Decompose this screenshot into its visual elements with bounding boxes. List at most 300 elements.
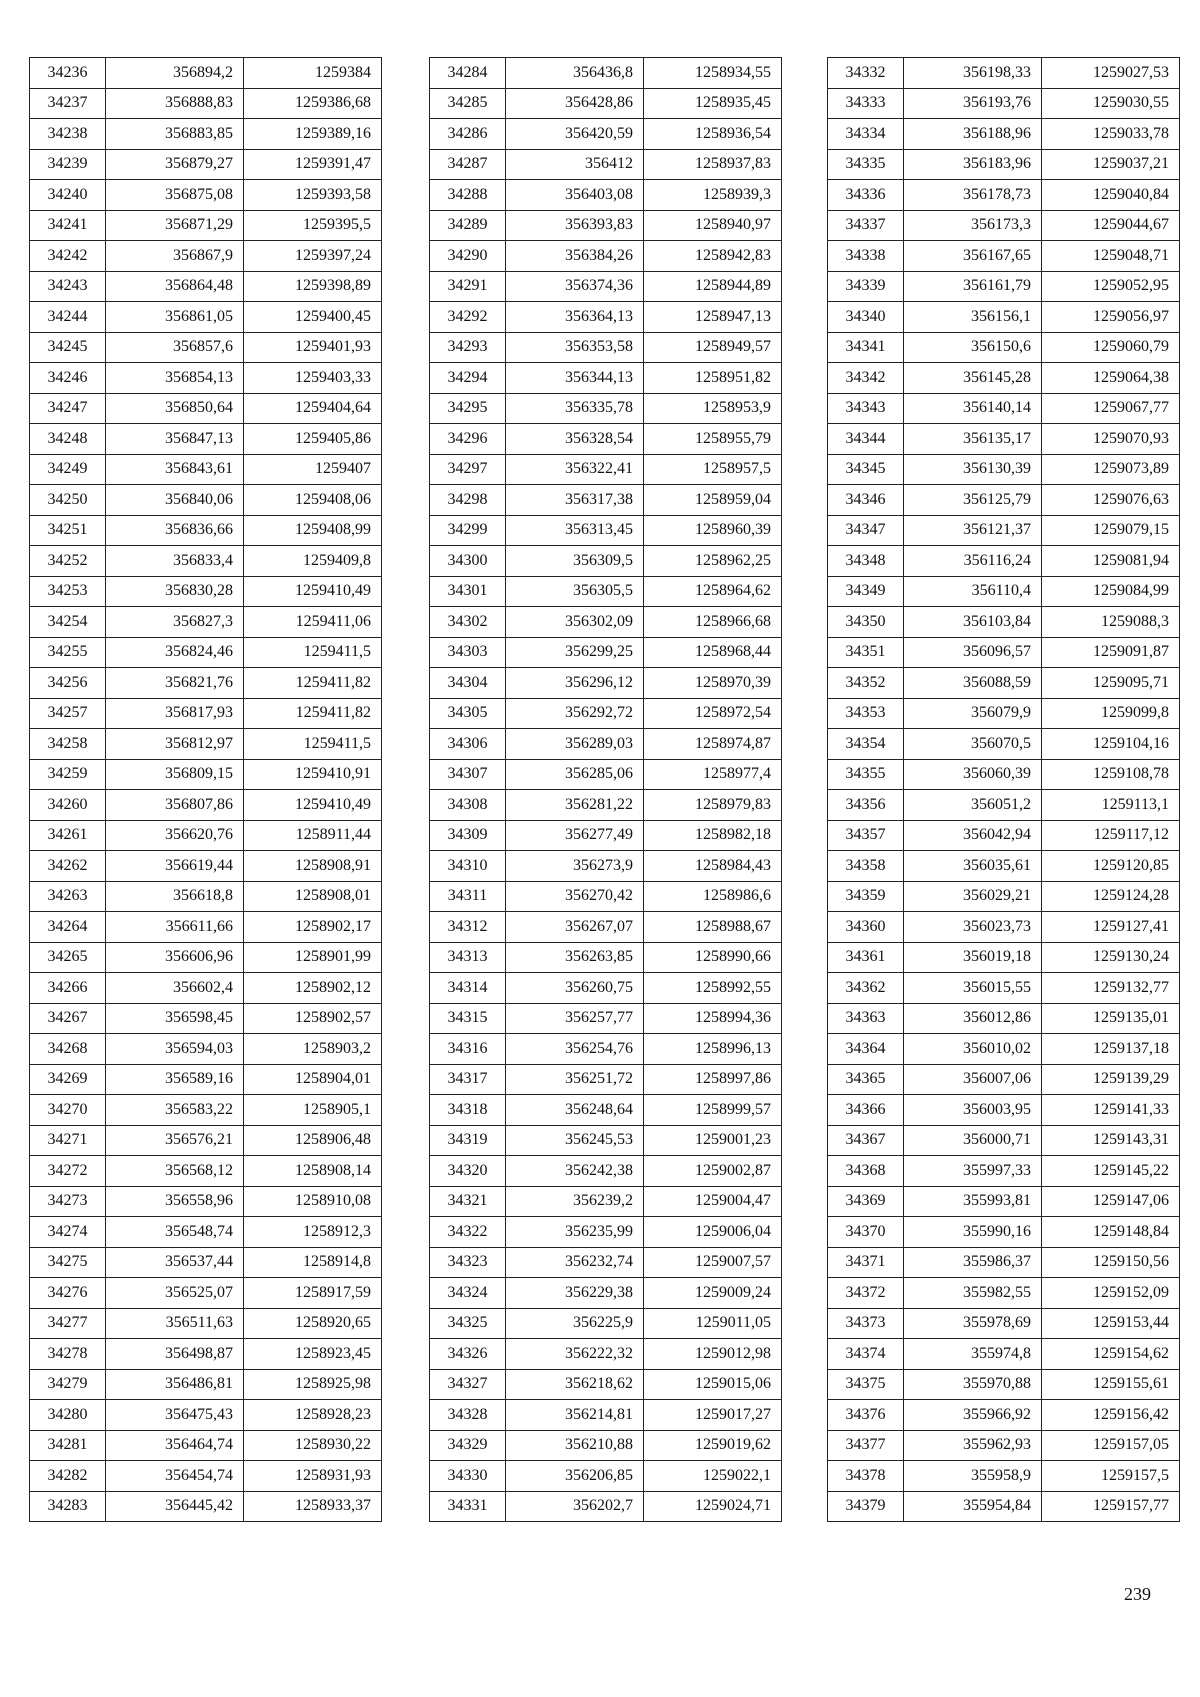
table-row <box>828 668 1180 699</box>
x-coordinate-cell: 356464,74 <box>106 1430 244 1461</box>
point-id-cell: 34269 <box>30 1064 106 1095</box>
y-coordinate-cell: 1259104,16 <box>1042 729 1180 760</box>
point-id-cell: 34377 <box>828 1430 904 1461</box>
y-coordinate-cell: 1259009,24 <box>644 1278 782 1309</box>
x-coordinate-cell: 356130,39 <box>904 454 1042 485</box>
point-id-cell: 34323 <box>430 1247 506 1278</box>
x-coordinate-cell: 356251,72 <box>506 1064 644 1095</box>
y-coordinate-cell: 1259044,67 <box>1042 210 1180 241</box>
table-row <box>430 1247 782 1278</box>
x-coordinate-cell: 356229,38 <box>506 1278 644 1309</box>
x-coordinate-cell: 356843,61 <box>106 454 244 485</box>
point-id-cell: 34298 <box>430 485 506 516</box>
y-coordinate-cell: 1258906,48 <box>244 1125 382 1156</box>
x-coordinate-cell: 356003,95 <box>904 1095 1042 1126</box>
table-row <box>828 576 1180 607</box>
y-coordinate-cell: 1259127,41 <box>1042 912 1180 943</box>
point-id-cell: 34240 <box>30 180 106 211</box>
x-coordinate-cell: 356833,4 <box>106 546 244 577</box>
table-row <box>30 668 382 699</box>
point-id-cell: 34361 <box>828 942 904 973</box>
y-coordinate-cell: 1259145,22 <box>1042 1156 1180 1187</box>
point-id-cell: 34299 <box>430 515 506 546</box>
x-coordinate-cell: 356088,59 <box>904 668 1042 699</box>
point-id-cell: 34284 <box>430 58 506 89</box>
y-coordinate-cell: 1259040,84 <box>1042 180 1180 211</box>
y-coordinate-cell: 1259404,64 <box>244 393 382 424</box>
y-coordinate-cell: 1259389,16 <box>244 119 382 150</box>
y-coordinate-cell: 1259007,57 <box>644 1247 782 1278</box>
table-row <box>430 180 782 211</box>
point-id-cell: 34262 <box>30 851 106 882</box>
table-row <box>30 1186 382 1217</box>
table-row <box>828 1400 1180 1431</box>
x-coordinate-cell: 356150,6 <box>904 332 1042 363</box>
y-coordinate-cell: 1258997,86 <box>644 1064 782 1095</box>
x-coordinate-cell: 356277,49 <box>506 820 644 851</box>
x-coordinate-cell: 356436,8 <box>506 58 644 89</box>
table-row <box>30 1156 382 1187</box>
point-id-cell: 34305 <box>430 698 506 729</box>
point-id-cell: 34307 <box>430 759 506 790</box>
table-row <box>828 1125 1180 1156</box>
point-id-cell: 34315 <box>430 1003 506 1034</box>
x-coordinate-cell: 356328,54 <box>506 424 644 455</box>
point-id-cell: 34304 <box>430 668 506 699</box>
x-coordinate-cell: 356289,03 <box>506 729 644 760</box>
table-row <box>430 88 782 119</box>
x-coordinate-cell: 356305,5 <box>506 576 644 607</box>
y-coordinate-cell: 1258912,3 <box>244 1217 382 1248</box>
x-coordinate-cell: 356193,76 <box>904 88 1042 119</box>
table-row <box>430 1003 782 1034</box>
x-coordinate-cell: 356606,96 <box>106 942 244 973</box>
y-coordinate-cell: 1258911,44 <box>244 820 382 851</box>
y-coordinate-cell: 1259393,58 <box>244 180 382 211</box>
y-coordinate-cell: 1258951,82 <box>644 363 782 394</box>
point-id-cell: 34372 <box>828 1278 904 1309</box>
table-row <box>430 1217 782 1248</box>
x-coordinate-cell: 356010,02 <box>904 1034 1042 1065</box>
y-coordinate-cell: 1259099,8 <box>1042 698 1180 729</box>
table-row <box>430 576 782 607</box>
point-id-cell: 34292 <box>430 302 506 333</box>
y-coordinate-cell: 1259398,89 <box>244 271 382 302</box>
y-coordinate-cell: 1258982,18 <box>644 820 782 851</box>
x-coordinate-cell: 356070,5 <box>904 729 1042 760</box>
point-id-cell: 34276 <box>30 1278 106 1309</box>
x-coordinate-cell: 356235,99 <box>506 1217 644 1248</box>
point-id-cell: 34244 <box>30 302 106 333</box>
point-id-cell: 34327 <box>430 1369 506 1400</box>
point-id-cell: 34237 <box>30 88 106 119</box>
table-row <box>30 58 382 89</box>
x-coordinate-cell: 356335,78 <box>506 393 644 424</box>
point-id-cell: 34296 <box>430 424 506 455</box>
y-coordinate-cell: 1258931,93 <box>244 1461 382 1492</box>
y-coordinate-cell: 1258955,79 <box>644 424 782 455</box>
point-id-cell: 34289 <box>430 210 506 241</box>
x-coordinate-cell: 356594,03 <box>106 1034 244 1065</box>
table-row <box>430 1339 782 1370</box>
point-id-cell: 34363 <box>828 1003 904 1034</box>
table-row <box>828 759 1180 790</box>
point-id-cell: 34285 <box>430 88 506 119</box>
point-id-cell: 34303 <box>430 637 506 668</box>
y-coordinate-cell: 1258959,04 <box>644 485 782 516</box>
point-id-cell: 34288 <box>430 180 506 211</box>
y-coordinate-cell: 1258937,83 <box>644 149 782 180</box>
table-row <box>30 1461 382 1492</box>
point-id-cell: 34313 <box>430 942 506 973</box>
point-id-cell: 34354 <box>828 729 904 760</box>
x-coordinate-cell: 356012,86 <box>904 1003 1042 1034</box>
table-row <box>430 1278 782 1309</box>
table-row <box>828 820 1180 851</box>
x-coordinate-cell: 356135,17 <box>904 424 1042 455</box>
point-id-cell: 34353 <box>828 698 904 729</box>
y-coordinate-cell: 1259064,38 <box>1042 363 1180 394</box>
table-row <box>30 88 382 119</box>
point-id-cell: 34267 <box>30 1003 106 1034</box>
y-coordinate-cell: 1259113,1 <box>1042 790 1180 821</box>
point-id-cell: 34376 <box>828 1400 904 1431</box>
point-id-cell: 34362 <box>828 973 904 1004</box>
x-coordinate-cell: 356145,28 <box>904 363 1042 394</box>
point-id-cell: 34325 <box>430 1308 506 1339</box>
y-coordinate-cell: 1259411,82 <box>244 668 382 699</box>
point-id-cell: 34275 <box>30 1247 106 1278</box>
y-coordinate-cell: 1258902,57 <box>244 1003 382 1034</box>
y-coordinate-cell: 1259076,63 <box>1042 485 1180 516</box>
point-id-cell: 34246 <box>30 363 106 394</box>
point-id-cell: 34302 <box>430 607 506 638</box>
point-id-cell: 34280 <box>30 1400 106 1431</box>
table-row <box>430 1430 782 1461</box>
table-row <box>430 485 782 516</box>
y-coordinate-cell: 1259143,31 <box>1042 1125 1180 1156</box>
point-id-cell: 34263 <box>30 881 106 912</box>
table-row <box>828 1308 1180 1339</box>
x-coordinate-cell: 356589,16 <box>106 1064 244 1095</box>
y-coordinate-cell: 1259157,5 <box>1042 1461 1180 1492</box>
y-coordinate-cell: 1259137,18 <box>1042 1034 1180 1065</box>
y-coordinate-cell: 1258970,39 <box>644 668 782 699</box>
point-id-cell: 34281 <box>30 1430 106 1461</box>
x-coordinate-cell: 356576,21 <box>106 1125 244 1156</box>
table-row <box>430 332 782 363</box>
x-coordinate-cell: 356225,9 <box>506 1308 644 1339</box>
point-id-cell: 34270 <box>30 1095 106 1126</box>
x-coordinate-cell: 356583,22 <box>106 1095 244 1126</box>
x-coordinate-cell: 356254,76 <box>506 1034 644 1065</box>
table-row <box>828 515 1180 546</box>
y-coordinate-cell: 1258910,08 <box>244 1186 382 1217</box>
y-coordinate-cell: 1258903,2 <box>244 1034 382 1065</box>
x-coordinate-cell: 356857,6 <box>106 332 244 363</box>
table-row <box>828 729 1180 760</box>
y-coordinate-cell: 1259070,93 <box>1042 424 1180 455</box>
coordinate-table-3 <box>827 57 1180 1522</box>
table-row <box>30 149 382 180</box>
table-row <box>430 149 782 180</box>
x-coordinate-cell: 356188,96 <box>904 119 1042 150</box>
table-row <box>30 393 382 424</box>
point-id-cell: 34260 <box>30 790 106 821</box>
y-coordinate-cell: 1258944,89 <box>644 271 782 302</box>
table-row <box>430 729 782 760</box>
y-coordinate-cell: 1259130,24 <box>1042 942 1180 973</box>
x-coordinate-cell: 356384,26 <box>506 241 644 272</box>
x-coordinate-cell: 356023,73 <box>904 912 1042 943</box>
x-coordinate-cell: 356875,08 <box>106 180 244 211</box>
table-row <box>430 1034 782 1065</box>
x-coordinate-cell: 356029,21 <box>904 881 1042 912</box>
point-id-cell: 34294 <box>430 363 506 394</box>
table-row <box>30 332 382 363</box>
table-row <box>430 1064 782 1095</box>
table-row <box>430 942 782 973</box>
table-row <box>30 607 382 638</box>
table-row <box>430 1400 782 1431</box>
x-coordinate-cell: 356403,08 <box>506 180 644 211</box>
table-row <box>30 1339 382 1370</box>
table-row <box>828 637 1180 668</box>
x-coordinate-cell: 356374,36 <box>506 271 644 302</box>
y-coordinate-cell: 1259410,49 <box>244 576 382 607</box>
x-coordinate-cell: 356821,76 <box>106 668 244 699</box>
y-coordinate-cell: 1259004,47 <box>644 1186 782 1217</box>
y-coordinate-cell: 1258933,37 <box>244 1491 382 1522</box>
table-row <box>30 881 382 912</box>
x-coordinate-cell: 356861,05 <box>106 302 244 333</box>
y-coordinate-cell: 1259022,1 <box>644 1461 782 1492</box>
table-row <box>828 1156 1180 1187</box>
point-id-cell: 34320 <box>430 1156 506 1187</box>
table-row <box>430 1461 782 1492</box>
y-coordinate-cell: 1259084,99 <box>1042 576 1180 607</box>
point-id-cell: 34335 <box>828 149 904 180</box>
table-row <box>430 302 782 333</box>
x-coordinate-cell: 356445,42 <box>106 1491 244 1522</box>
y-coordinate-cell: 1258908,14 <box>244 1156 382 1187</box>
x-coordinate-cell: 356602,4 <box>106 973 244 1004</box>
x-coordinate-cell: 356292,72 <box>506 698 644 729</box>
y-coordinate-cell: 1259411,5 <box>244 637 382 668</box>
table-row <box>430 1156 782 1187</box>
table-row <box>30 698 382 729</box>
x-coordinate-cell: 355954,84 <box>904 1491 1042 1522</box>
point-id-cell: 34254 <box>30 607 106 638</box>
x-coordinate-cell: 355966,92 <box>904 1400 1042 1431</box>
x-coordinate-cell: 356232,74 <box>506 1247 644 1278</box>
point-id-cell: 34247 <box>30 393 106 424</box>
table-row <box>430 515 782 546</box>
table-row <box>828 454 1180 485</box>
y-coordinate-cell: 1259095,71 <box>1042 668 1180 699</box>
point-id-cell: 34375 <box>828 1369 904 1400</box>
point-id-cell: 34350 <box>828 607 904 638</box>
y-coordinate-cell: 1259012,98 <box>644 1339 782 1370</box>
point-id-cell: 34379 <box>828 1491 904 1522</box>
y-coordinate-cell: 1258902,12 <box>244 973 382 1004</box>
point-id-cell: 34316 <box>430 1034 506 1065</box>
table-row <box>828 485 1180 516</box>
point-id-cell: 34324 <box>430 1278 506 1309</box>
table-row <box>430 241 782 272</box>
x-coordinate-cell: 355978,69 <box>904 1308 1042 1339</box>
table-row <box>828 1430 1180 1461</box>
y-coordinate-cell: 1259135,01 <box>1042 1003 1180 1034</box>
point-id-cell: 34297 <box>430 454 506 485</box>
y-coordinate-cell: 1259019,62 <box>644 1430 782 1461</box>
point-id-cell: 34287 <box>430 149 506 180</box>
point-id-cell: 34364 <box>828 1034 904 1065</box>
point-id-cell: 34317 <box>430 1064 506 1095</box>
point-id-cell: 34306 <box>430 729 506 760</box>
x-coordinate-cell: 356807,86 <box>106 790 244 821</box>
x-coordinate-cell: 356125,79 <box>904 485 1042 516</box>
y-coordinate-cell: 1259001,23 <box>644 1125 782 1156</box>
x-coordinate-cell: 356110,4 <box>904 576 1042 607</box>
y-coordinate-cell: 1259386,68 <box>244 88 382 119</box>
table-row <box>30 210 382 241</box>
point-id-cell: 34332 <box>828 58 904 89</box>
y-coordinate-cell: 1258977,4 <box>644 759 782 790</box>
table-row <box>430 1186 782 1217</box>
y-coordinate-cell: 1258949,57 <box>644 332 782 363</box>
x-coordinate-cell: 356019,18 <box>904 942 1042 973</box>
table-row <box>430 759 782 790</box>
point-id-cell: 34371 <box>828 1247 904 1278</box>
x-coordinate-cell: 356568,12 <box>106 1156 244 1187</box>
y-coordinate-cell: 1258994,36 <box>644 1003 782 1034</box>
x-coordinate-cell: 355962,93 <box>904 1430 1042 1461</box>
x-coordinate-cell: 356830,28 <box>106 576 244 607</box>
table-row <box>828 363 1180 394</box>
point-id-cell: 34352 <box>828 668 904 699</box>
y-coordinate-cell: 1259403,33 <box>244 363 382 394</box>
y-coordinate-cell: 1259405,86 <box>244 424 382 455</box>
x-coordinate-cell: 356121,37 <box>904 515 1042 546</box>
x-coordinate-cell: 356364,13 <box>506 302 644 333</box>
y-coordinate-cell: 1259147,06 <box>1042 1186 1180 1217</box>
y-coordinate-cell: 1258908,91 <box>244 851 382 882</box>
point-id-cell: 34370 <box>828 1217 904 1248</box>
x-coordinate-cell: 356525,07 <box>106 1278 244 1309</box>
table-row <box>30 180 382 211</box>
y-coordinate-cell: 1258935,45 <box>644 88 782 119</box>
x-coordinate-cell: 356206,85 <box>506 1461 644 1492</box>
table-row <box>30 851 382 882</box>
y-coordinate-cell: 1259407 <box>244 454 382 485</box>
x-coordinate-cell: 356296,12 <box>506 668 644 699</box>
table-row <box>828 1369 1180 1400</box>
x-coordinate-cell: 356285,06 <box>506 759 644 790</box>
table-row <box>828 1461 1180 1492</box>
y-coordinate-cell: 1259157,77 <box>1042 1491 1180 1522</box>
table-row <box>30 454 382 485</box>
y-coordinate-cell: 1259037,21 <box>1042 149 1180 180</box>
table-row <box>828 1217 1180 1248</box>
x-coordinate-cell: 356000,71 <box>904 1125 1042 1156</box>
x-coordinate-cell: 356847,13 <box>106 424 244 455</box>
x-coordinate-cell: 356060,39 <box>904 759 1042 790</box>
table-row <box>30 820 382 851</box>
table-row <box>30 1095 382 1126</box>
table-row <box>828 698 1180 729</box>
table-row <box>30 1400 382 1431</box>
y-coordinate-cell: 1258928,23 <box>244 1400 382 1431</box>
x-coordinate-cell: 356317,38 <box>506 485 644 516</box>
point-id-cell: 34283 <box>30 1491 106 1522</box>
x-coordinate-cell: 356222,32 <box>506 1339 644 1370</box>
table-row <box>430 393 782 424</box>
point-id-cell: 34293 <box>430 332 506 363</box>
point-id-cell: 34349 <box>828 576 904 607</box>
table-row <box>30 485 382 516</box>
x-coordinate-cell: 356879,27 <box>106 149 244 180</box>
point-id-cell: 34251 <box>30 515 106 546</box>
x-coordinate-cell: 356313,45 <box>506 515 644 546</box>
point-id-cell: 34295 <box>430 393 506 424</box>
point-id-cell: 34348 <box>828 546 904 577</box>
point-id-cell: 34347 <box>828 515 904 546</box>
point-id-cell: 34309 <box>430 820 506 851</box>
y-coordinate-cell: 1259395,5 <box>244 210 382 241</box>
table-row <box>30 790 382 821</box>
x-coordinate-cell: 356202,7 <box>506 1491 644 1522</box>
y-coordinate-cell: 1259408,06 <box>244 485 382 516</box>
y-coordinate-cell: 1258974,87 <box>644 729 782 760</box>
x-coordinate-cell: 356511,63 <box>106 1308 244 1339</box>
y-coordinate-cell: 1258999,57 <box>644 1095 782 1126</box>
table-row <box>828 119 1180 150</box>
point-id-cell: 34256 <box>30 668 106 699</box>
x-coordinate-cell: 356824,46 <box>106 637 244 668</box>
x-coordinate-cell: 355982,55 <box>904 1278 1042 1309</box>
y-coordinate-cell: 1259030,55 <box>1042 88 1180 119</box>
x-coordinate-cell: 356344,13 <box>506 363 644 394</box>
y-coordinate-cell: 1259150,56 <box>1042 1247 1180 1278</box>
x-coordinate-cell: 356248,64 <box>506 1095 644 1126</box>
y-coordinate-cell: 1259141,33 <box>1042 1095 1180 1126</box>
table-row <box>30 942 382 973</box>
table-row <box>828 1491 1180 1522</box>
x-coordinate-cell: 356035,61 <box>904 851 1042 882</box>
point-id-cell: 34326 <box>430 1339 506 1370</box>
y-coordinate-cell: 1258904,01 <box>244 1064 382 1095</box>
point-id-cell: 34339 <box>828 271 904 302</box>
y-coordinate-cell: 1258992,55 <box>644 973 782 1004</box>
x-coordinate-cell: 356827,3 <box>106 607 244 638</box>
x-coordinate-cell: 355990,16 <box>904 1217 1042 1248</box>
table-row <box>30 1308 382 1339</box>
table-row <box>828 302 1180 333</box>
point-id-cell: 34366 <box>828 1095 904 1126</box>
point-id-cell: 34291 <box>430 271 506 302</box>
table-row <box>430 454 782 485</box>
table-row <box>30 759 382 790</box>
table-row <box>430 119 782 150</box>
y-coordinate-cell: 1259124,28 <box>1042 881 1180 912</box>
table-row <box>30 1369 382 1400</box>
y-coordinate-cell: 1259048,71 <box>1042 241 1180 272</box>
y-coordinate-cell: 1259060,79 <box>1042 332 1180 363</box>
x-coordinate-cell: 356214,81 <box>506 1400 644 1431</box>
x-coordinate-cell: 356475,43 <box>106 1400 244 1431</box>
y-coordinate-cell: 1258936,54 <box>644 119 782 150</box>
